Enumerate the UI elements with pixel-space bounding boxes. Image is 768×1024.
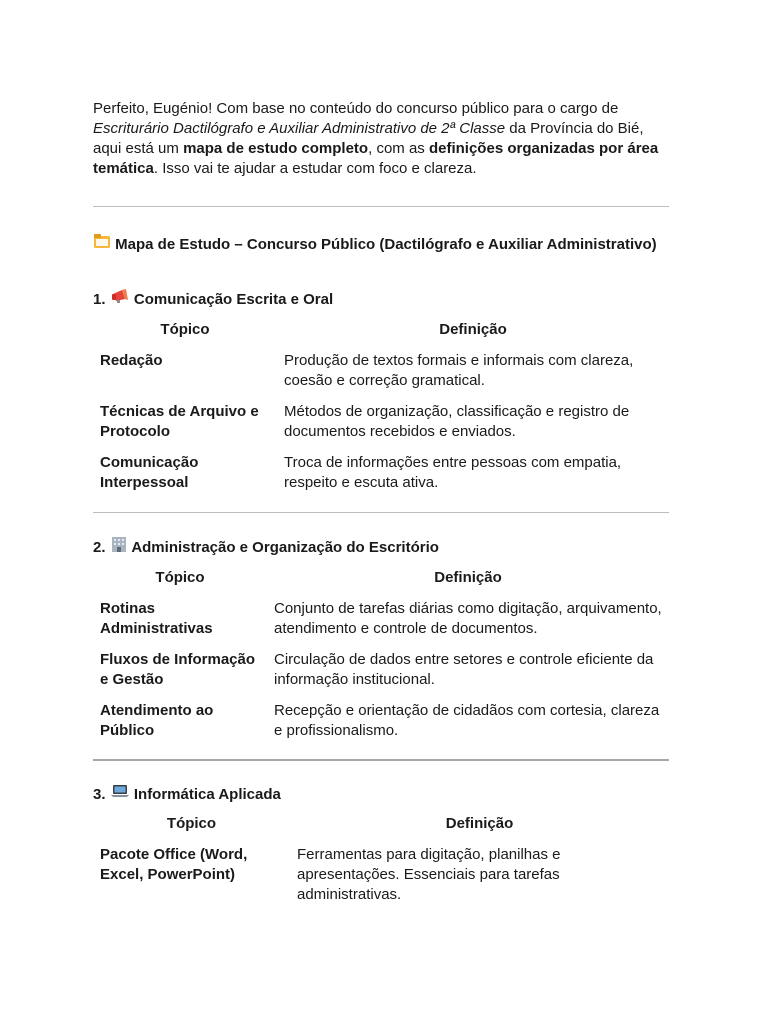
intro-paragraph [93,99,669,179]
topic-cell: Pacote Office (Word, Excel, PowerPoint) [100,846,248,883]
section-1 [93,288,333,310]
definition-cell: Ferramentas para digitação, planilhas e apresentações. Essenciais para tarefas administrativas. [297,846,561,903]
main-title-text: Mapa de Estudo – Concurso Público (Dactilógrafo e Auxiliar Administrativo) [115,236,657,253]
table-row [93,351,669,402]
definition-cell: Produção de textos formais e informais com clareza, coesão e correção gramatical. [284,352,634,389]
definition-cell: Circulação de dados entre setores e controle eficiente da informação institucional. [274,651,654,688]
section-1-title-text: Comunicação Escrita e Oral [133,291,334,308]
section-1-number: 1. [93,291,106,308]
col-definition-header: Definição [445,815,514,832]
section-2-title-text: Administração e Organização do Escritório [131,539,439,556]
divider-1 [93,206,669,207]
topic-cell: Atendimento ao Público [100,702,214,739]
col-definition-header: Definição [439,321,507,338]
topic-cell: Rotinas Administrativas [100,600,213,637]
table-row [93,453,669,504]
table-row [93,599,669,650]
document-page [93,99,669,179]
divider-3 [93,759,669,761]
intro-bold-2: definições organizadas por área temática [93,140,659,177]
laptop-icon [110,783,130,804]
section-3-number: 3. [93,786,106,803]
main-title [93,233,669,255]
section-1-title [93,288,333,310]
table-row [93,701,669,752]
table-row [93,402,669,453]
col-definition-header: Definição [434,569,502,586]
office-building-icon [110,536,128,557]
section-2 [93,536,439,558]
definition-cell: Métodos de organização, classificação e registro de documentos recebidos e enviados. [284,403,630,440]
intro-text-1: Perfeito, Eugénio! Com base no conteúdo do concurso público para o cargo de [93,100,619,117]
divider-2 [93,512,669,513]
intro-text-2: da Província do Bié, aqui está um [93,120,644,157]
table-row [93,845,669,916]
topic-cell: Comunicação Interpessoal [100,454,199,491]
section-2-title [93,536,439,558]
section-1-table [93,320,669,504]
section-3 [93,783,281,805]
section-3-table [93,814,669,916]
intro-text-4: . Isso vai te ajudar a estudar com foco e clareza. [153,160,477,177]
col-topic-header: Tópico [155,569,205,586]
intro-job-title: Escriturário Dactilógrafo e Auxiliar Administrativo de 2ª Classe [93,120,506,137]
main-title-block [93,233,669,255]
section-3-title [93,783,281,805]
section-2-table [93,568,669,752]
section-2-number: 2. [93,539,106,556]
col-topic-header: Tópico [160,321,210,338]
intro-bold-1: mapa de estudo completo [183,140,369,157]
card-index-dividers-icon [93,233,111,254]
table-header-row [93,814,669,845]
definition-cell: Troca de informações entre pessoas com empatia, respeito e escuta ativa. [284,454,622,491]
megaphone-icon [110,288,130,309]
topic-cell: Redação [100,352,163,369]
table-row [93,650,669,701]
section-3-title-text: Informática Aplicada [133,786,281,803]
topic-cell: Fluxos de Informação e Gestão [100,651,256,688]
table-header-row [93,320,669,351]
definition-cell: Recepção e orientação de cidadãos com cortesia, clareza e profissionalismo. [274,702,660,739]
topic-cell: Técnicas de Arquivo e Protocolo [100,403,259,440]
definition-cell: Conjunto de tarefas diárias como digitação, arquivamento, atendimento e controle de documentos. [274,600,662,637]
table-header-row [93,568,669,599]
col-topic-header: Tópico [166,815,217,832]
intro-text-3: , com as [368,140,429,157]
